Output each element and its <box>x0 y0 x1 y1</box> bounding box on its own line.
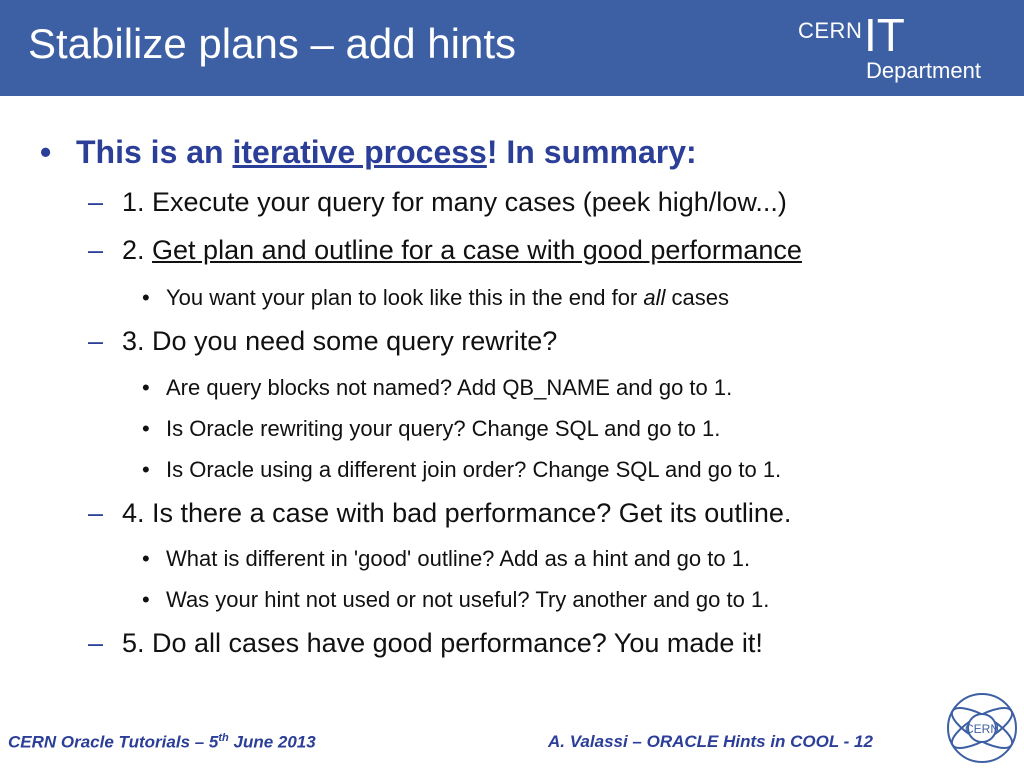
footer-right: A. Valassi – ORACLE Hints in COOL - 12 <box>548 732 873 751</box>
bullet-marker: • <box>40 134 52 170</box>
step-prefix: 2. <box>122 235 153 265</box>
main-bullet-text <box>76 134 697 171</box>
sub-suffix: cases <box>665 285 729 310</box>
slide-title: Stabilize plans – add hints <box>28 20 516 67</box>
title-bar <box>0 0 1024 96</box>
cern-it-logo <box>798 9 1018 84</box>
step-text <box>122 235 802 266</box>
bullet-marker: • <box>142 375 150 400</box>
main-bullet-underlined: iterative process <box>232 134 487 170</box>
bullet-marker: • <box>142 285 150 310</box>
sub-italic: all <box>643 285 666 310</box>
dash-marker: – <box>88 498 104 528</box>
sub-prefix: You want your plan to look like this in the end for <box>166 285 644 310</box>
dash-marker: – <box>88 235 104 265</box>
step-text: 1. Execute your query for many cases (peek high/low...) <box>122 187 787 217</box>
step-text: 3. Do you need some query rewrite? <box>122 326 558 356</box>
main-bullet-prefix: This is an <box>76 134 233 170</box>
cern-seal-icon <box>944 690 1020 766</box>
logo-it-text: IT <box>864 9 905 61</box>
seal-text: CERN <box>964 722 1000 736</box>
bullet-marker: • <box>142 416 150 441</box>
footer-left <box>8 732 316 753</box>
sub-text: Is Oracle using a different join order? Change SQL and go to 1. <box>166 457 782 482</box>
bullet-marker: • <box>142 587 150 612</box>
sub-text: What is different in 'good' outline? Add as a hint and go to 1. <box>166 546 751 571</box>
sub-text: Was your hint not used or not useful? Try another and go to 1. <box>166 587 770 612</box>
step-underlined: Get plan and outline for a case with good performance <box>152 235 802 265</box>
logo-cern-text: CERN <box>798 18 863 43</box>
logo-department-text: Department <box>866 58 981 83</box>
step-text: 4. Is there a case with bad performance? Get its outline. <box>122 498 792 528</box>
footer-left-prefix: CERN Oracle Tutorials – 5 <box>8 732 219 752</box>
footer-left-superscript: th <box>218 732 229 744</box>
dash-marker: – <box>88 326 104 356</box>
dash-marker: – <box>88 187 104 217</box>
dash-marker: – <box>88 628 104 658</box>
bullet-marker: • <box>142 457 150 482</box>
footer-left-suffix: June 2013 <box>228 732 316 752</box>
main-bullet-suffix: ! In summary: <box>486 134 697 170</box>
step-text: 5. Do all cases have good performance? You made it! <box>122 628 763 658</box>
bullet-marker: • <box>142 546 150 571</box>
sub-text <box>166 285 729 311</box>
sub-text: Is Oracle rewriting your query? Change SQL and go to 1. <box>166 416 721 441</box>
sub-text: Are query blocks not named? Add QB_NAME and go to 1. <box>166 375 733 400</box>
